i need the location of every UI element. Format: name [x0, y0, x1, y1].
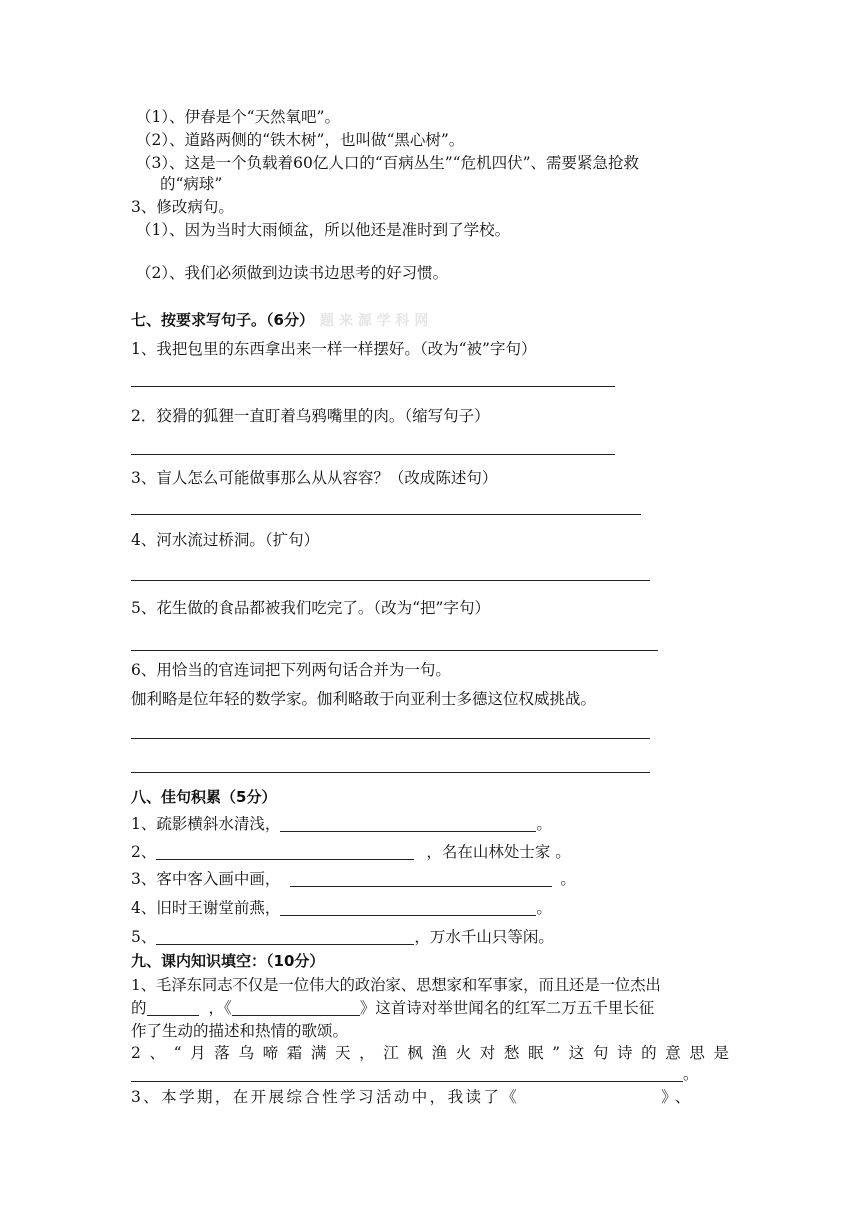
watermark-text: 题 来 源 学 科 网 — [319, 313, 429, 329]
poem-line-2 — [131, 841, 571, 863]
sec9-q1-text-a: 的 — [131, 999, 147, 1017]
poem-line-5-text: ，万水千山只等闲。 — [414, 928, 554, 946]
poem-line-1-end: 。 — [536, 815, 552, 833]
sec9-q1-line3: 作了生动的描述和热情的歌颂。 — [131, 1022, 349, 1040]
poem-blank-1[interactable] — [280, 815, 536, 832]
poem-line-5 — [131, 926, 554, 948]
rhetoric-item-1: （1）、伊春是个“天然氧吧”。 — [136, 108, 340, 126]
poem-blank-2[interactable] — [156, 843, 414, 860]
poem-line-1-text: 1、疏影横斜水清浅， — [131, 815, 281, 833]
sec9-blank-poem-title[interactable] — [232, 999, 360, 1016]
poem-line-4 — [131, 897, 552, 919]
sec9-blank-genre[interactable] — [147, 999, 199, 1016]
fix-sentence-2: （2）、我们必须做到边读书边思考的好习惯。 — [136, 264, 449, 282]
poem-line-4-text: 4、旧时王谢堂前燕， — [131, 899, 281, 917]
sec9-q1-line2 — [131, 997, 654, 1019]
poem-line-3-end: 。 — [560, 870, 576, 888]
section-7-title-text: 七、按要求写句子。（6分） — [131, 311, 314, 329]
fix-sentence-1: （1）、因为当时大雨倾盆，所以他还是准时到了学校。 — [136, 221, 511, 239]
poem-line-4-end: 。 — [536, 899, 552, 917]
section-9-title: 九、课内知识填空：（10分） — [131, 952, 325, 970]
sec7-question-1: 1、我把包里的东西拿出来一样一样摆好。（改为“被”字句） — [131, 340, 537, 358]
poem-line-1 — [131, 813, 552, 835]
sec7-answer-line-6b[interactable] — [131, 772, 650, 773]
poem-blank-4[interactable] — [280, 899, 536, 916]
fix-sentence-heading: 3、修改病句。 — [131, 198, 234, 216]
sec7-answer-line-1[interactable] — [131, 386, 615, 387]
sec7-answer-line-4[interactable] — [131, 580, 650, 581]
sec7-answer-line-5[interactable] — [131, 650, 658, 651]
sec9-q3-end: 》、 — [661, 1088, 697, 1106]
sec7-question-5: 5、花生做的食品都被我们吃完了。（改为“把”字句） — [131, 599, 490, 617]
poem-line-3-text: 3、客中客入画中画， — [131, 870, 281, 888]
section-8-title: 八、佳句积累（5分） — [131, 788, 277, 806]
sec7-answer-line-6a[interactable] — [131, 738, 650, 739]
sec9-q1-text-b: ，《 — [208, 999, 232, 1017]
sec7-question-4: 4、河水流过桥洞。（扩句） — [131, 531, 320, 549]
sec9-q1-line1: 1、毛泽东同志不仅是一位伟大的政治家、思想家和军事家，而且还是一位杰出 — [131, 976, 661, 994]
sec7-question-2: 2．狡猾的狐狸一直盯着乌鸦嘴里的肉。（缩写句子） — [131, 407, 490, 425]
sec9-blank-meaning[interactable] — [131, 1065, 683, 1082]
sec9-q3-text: 3、本学期，在开展综合性学习活动中，我读了《 — [131, 1088, 520, 1106]
sec9-q3-line1 — [131, 1086, 729, 1108]
sec9-q2-line2 — [131, 1063, 699, 1085]
poem-line-2-num: 2、 — [131, 843, 157, 861]
sec7-answer-line-2[interactable] — [131, 454, 615, 455]
section-7-title — [131, 309, 428, 332]
rhetoric-item-3-line2: 的“病球” — [160, 175, 223, 193]
sec9-q2-end: 。 — [683, 1065, 699, 1083]
rhetoric-item-2: （2）、道路两侧的“铁木树”，也叫做“黑心树”。 — [136, 131, 465, 149]
sec9-q2-line1: 2、“月落乌啼霜满天，江枫渔火对愁眠”这句诗的意思是 — [131, 1044, 729, 1062]
poem-line-5-num: 5、 — [131, 928, 157, 946]
poem-line-2-text: ，名在山林处士家 。 — [426, 843, 571, 861]
poem-blank-3[interactable] — [290, 870, 552, 887]
sec7-question-6-sentences: 伽利略是位年轻的数学家。伽利略敢于向亚利士多德这位权威挑战。 — [131, 690, 597, 708]
poem-blank-5[interactable] — [156, 928, 414, 945]
sec7-question-6: 6、用恰当的官连词把下列两句话合并为一句。 — [131, 661, 451, 679]
sec9-q1-text-c: 》这首诗对举世闻名的红军二万五千里长征 — [359, 999, 655, 1017]
sec7-answer-line-3[interactable] — [131, 514, 641, 515]
sec7-question-3: 3、盲人怎么可能做事那么从从容容？（改成陈述句） — [131, 469, 498, 487]
rhetoric-item-3-line1: （3）、这是一个负载着60亿人口的“百病丛生”“危机四伏”、需要紧急抢救 — [136, 154, 640, 172]
poem-line-3 — [131, 868, 576, 890]
